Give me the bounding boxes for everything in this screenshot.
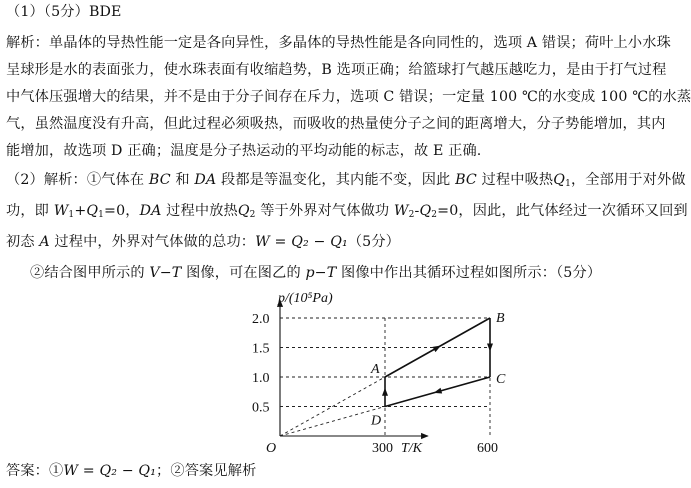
part2-line-1: （2）解析：①气体在 BC 和 DA 段都是等温变化，其内能不变，因此 BC 过程中吸热$Q_1$，全部用于对外做	[6, 172, 686, 189]
y-tick-label: 1.0	[252, 371, 270, 386]
pt-cycle-diagram	[248, 288, 506, 460]
part2-line-2: 功，即 $W_1+Q_1=0$，DA 过程中放热$Q_2$ 等于外界对气体做功 $W_2-Q_2=0$，因此，此气体经过一次循环又回到	[6, 203, 688, 220]
y-tick-label: 2.0	[252, 312, 270, 327]
point-label-d: D	[371, 413, 382, 429]
part1-line-1: 解析：单晶体的导热性能一定是各向异性，多晶体的导热性能是各向同性的，选项 A 错误；荷叶上小水珠	[6, 35, 671, 51]
x-tick-label: 300	[372, 441, 393, 456]
y-tick-label: 1.5	[252, 341, 270, 357]
answer-formula: W = Q₂ − Q₁	[63, 463, 157, 479]
cycle-arrow-cd	[434, 388, 443, 394]
point-label-a: A	[371, 362, 380, 377]
point-label-c: C	[496, 372, 506, 387]
part2-line-3: 初态 A 过程中，外界对气体做的总功：W = Q₂ − Q₁（5分）	[6, 234, 401, 250]
part1-line-4: 气，虽然温度没有升高，但此过程必须吸热，而吸收的热量使分子之间的距离增大，分子势能增加，其内	[6, 116, 666, 132]
y-tick-label: 0.5	[252, 400, 270, 416]
part1-line-3: 中气体压强增大的结果，并不是由于分子间存在斥力，选项 C 错误；一定量 100 ℃的水变成 100 ℃的水蒸	[6, 89, 691, 105]
cycle-arrow-bc	[487, 344, 493, 352]
part1-line-2: 呈球形是水的表面张力，使水珠表面有收缩趋势，B 选项正确；给篮球打气越压越吃力，是由于打气过程	[6, 62, 667, 78]
point-label-b: B	[496, 311, 505, 326]
part2-line-4: ②结合图甲所示的 V−T 图像，可在图乙的 p−T 图像中作出其循环过程如图所示：（5分）	[30, 265, 602, 281]
x-axis-label: T/K	[401, 441, 423, 456]
work-formula: W = Q₂ − Q₁	[255, 234, 348, 250]
y-axis-label: p/(10⁵Pa)	[278, 291, 333, 306]
x-tick-label: 600	[477, 441, 498, 456]
part1-line-5: 能增加，故选项 D 正确；温度是分子热运动的平均动能的标志，故 E 正确.	[6, 143, 482, 159]
origin-label: O	[266, 441, 277, 456]
answer-line: 答案：①W = Q₂ − Q₁；②答案见解析	[6, 463, 257, 479]
part1-header: （1）（5分）BDE	[6, 4, 122, 20]
cycle-arrow-da	[382, 388, 388, 396]
cycle-arrow-ab	[433, 346, 441, 353]
